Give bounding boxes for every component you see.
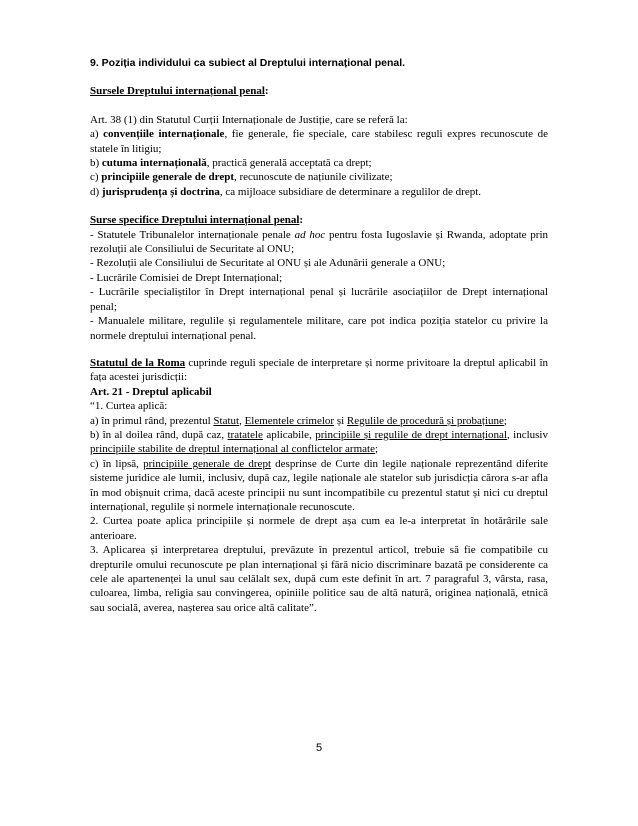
item-text: a) în primul rând, prezentul: [90, 414, 214, 427]
item-term: convențiile internaționale: [103, 128, 225, 141]
item-text: , fie generale, fie speciale, care stabilesc reguli expres recunoscute de statele în litigiu;: [90, 128, 548, 155]
item-text: c) în lipsă,: [90, 457, 144, 470]
item-prefix: c): [90, 171, 102, 184]
sources-title: Sursele Dreptului internațional penal: [90, 85, 265, 98]
article-para-3: 3. Aplicarea și interpretarea dreptului, prevăzute în prezentul articol, trebuie să fie compatibile cu drepturile omului recunoscute pe plan internațional și fără nicio discriminare bazată pe considerente ca cele ale apartenenței la unul sau celălalt sex, după cum este definit în art. 7 paragraful 3, vârsta, rasa, culoarea, limba, religia sau convingerea, opiniile politice sau de altă natură, originea națională, etnică sau socială, averea, nașterea sau orice altă calitate”.: [90, 544, 548, 614]
item-italic: ad hoc: [294, 228, 326, 241]
underlined-term: Regulile de procedură și probațiune: [346, 414, 504, 427]
sources-item-b: [90, 156, 548, 170]
underlined-term: principiile și regulile de drept internațional: [315, 428, 507, 441]
article-item-a: [90, 414, 548, 428]
page-content: [90, 56, 548, 615]
item-text: , ca mijloace subsidiare de determinare a regulilor de drept.: [219, 185, 482, 198]
sources-intro: Art. 38 (1) din Statutul Curții Internaționale de Justiție, care se referă la:: [90, 113, 408, 126]
item-text: pentru fosta Iugoslavie și Rwanda, adoptate prin rezoluții ale Consiliului de Securitate al ONU;: [90, 228, 548, 256]
underlined-term: Elementele crimelor: [244, 414, 335, 427]
item-text: ;: [374, 443, 379, 456]
underlined-term: principiile stabilite de dreptul internațional al conflictelor armate: [90, 443, 375, 456]
specific-title: Surse specifice Dreptului internațional penal: [90, 214, 300, 227]
page-number: 5: [315, 742, 323, 754]
article-item-b: [90, 428, 548, 457]
article-title: Art. 21 - Dreptul aplicabil: [90, 385, 212, 398]
item-text: aplicabile,: [262, 428, 316, 441]
item-text: - Statutele Tribunalelor internaționale penale: [90, 228, 295, 241]
item-prefix: b): [90, 157, 102, 170]
item-text: b) în al doilea rând, după caz,: [90, 428, 228, 441]
specific-item-3: - Lucrările Comisiei de Drept Internațional;: [90, 271, 283, 284]
item-term: principiile generale de drept: [101, 171, 234, 184]
underlined-term: Statut: [213, 414, 240, 427]
sources-item-a: [90, 127, 548, 156]
item-text: desprinse de Curte din legile naționale reprezentând diferite sisteme juridice ale lumii, inclusiv, după caz, legile naționale ale statelor sub jurisdicția cărora s-ar afla în mod obișnuit crima, dacă aceste principii nu sunt incompatibile cu prezentul statut și nici cu dreptul internațional, regulile și normele internaționale recunoscute.: [90, 457, 548, 513]
sources-title-line: [90, 84, 548, 98]
item-text: , recunoscute de națiunile civilizate;: [234, 171, 393, 184]
rome-intro-text: cuprinde reguli speciale de interpretare și norme privitoare la dreptul aplicabil în fața acestei jurisdicții:: [90, 356, 549, 384]
rome-statute-term: Statutul de la Roma: [90, 356, 186, 369]
sources-item-d: [90, 185, 548, 199]
rome-intro: [90, 356, 548, 385]
sources-title-colon: :: [264, 85, 269, 98]
item-text: ;: [503, 414, 507, 427]
item-text: și: [334, 414, 347, 427]
underlined-term: tratatele: [227, 428, 263, 441]
article-para-2: 2. Curtea poate aplica principiile și normele de drept așa cum ea le-a interpretat în hotărârile sale anterioare.: [90, 515, 548, 542]
specific-item-5: - Manualele militare, regulile și regulamentele militare, care pot indica poziția statelor cu privire la normele dreptului internațional penal.: [90, 315, 548, 342]
specific-title-line: [90, 213, 548, 227]
specific-item-1: [90, 228, 548, 257]
item-text: , inclusiv: [507, 428, 548, 441]
section-heading: 9. Poziția individului ca subiect al Dreptului internațional penal.: [90, 57, 406, 69]
item-text: , practică generală acceptată ca drept;: [206, 157, 372, 170]
item-term: jurisprudența și doctrina: [101, 185, 220, 198]
specific-title-colon: :: [299, 214, 304, 227]
item-term: cutuma internațională: [101, 157, 207, 170]
specific-item-4: - Lucrările specialiștilor în Drept internațional penal și lucrările asociațiilor de Drept internațional penal;: [90, 286, 548, 313]
item-prefix: a): [90, 128, 104, 141]
article-item-c: [90, 457, 548, 515]
underlined-term: principiile generale de drept: [143, 457, 272, 470]
article-para-1: “1. Curtea aplică:: [90, 400, 168, 413]
specific-item-2: - Rezoluții ale Consiliului de Securitate al ONU și ale Adunării generale a ONU;: [90, 257, 446, 270]
item-prefix: d): [90, 185, 102, 198]
sources-item-c: [90, 170, 548, 184]
item-text: ,: [239, 414, 245, 427]
